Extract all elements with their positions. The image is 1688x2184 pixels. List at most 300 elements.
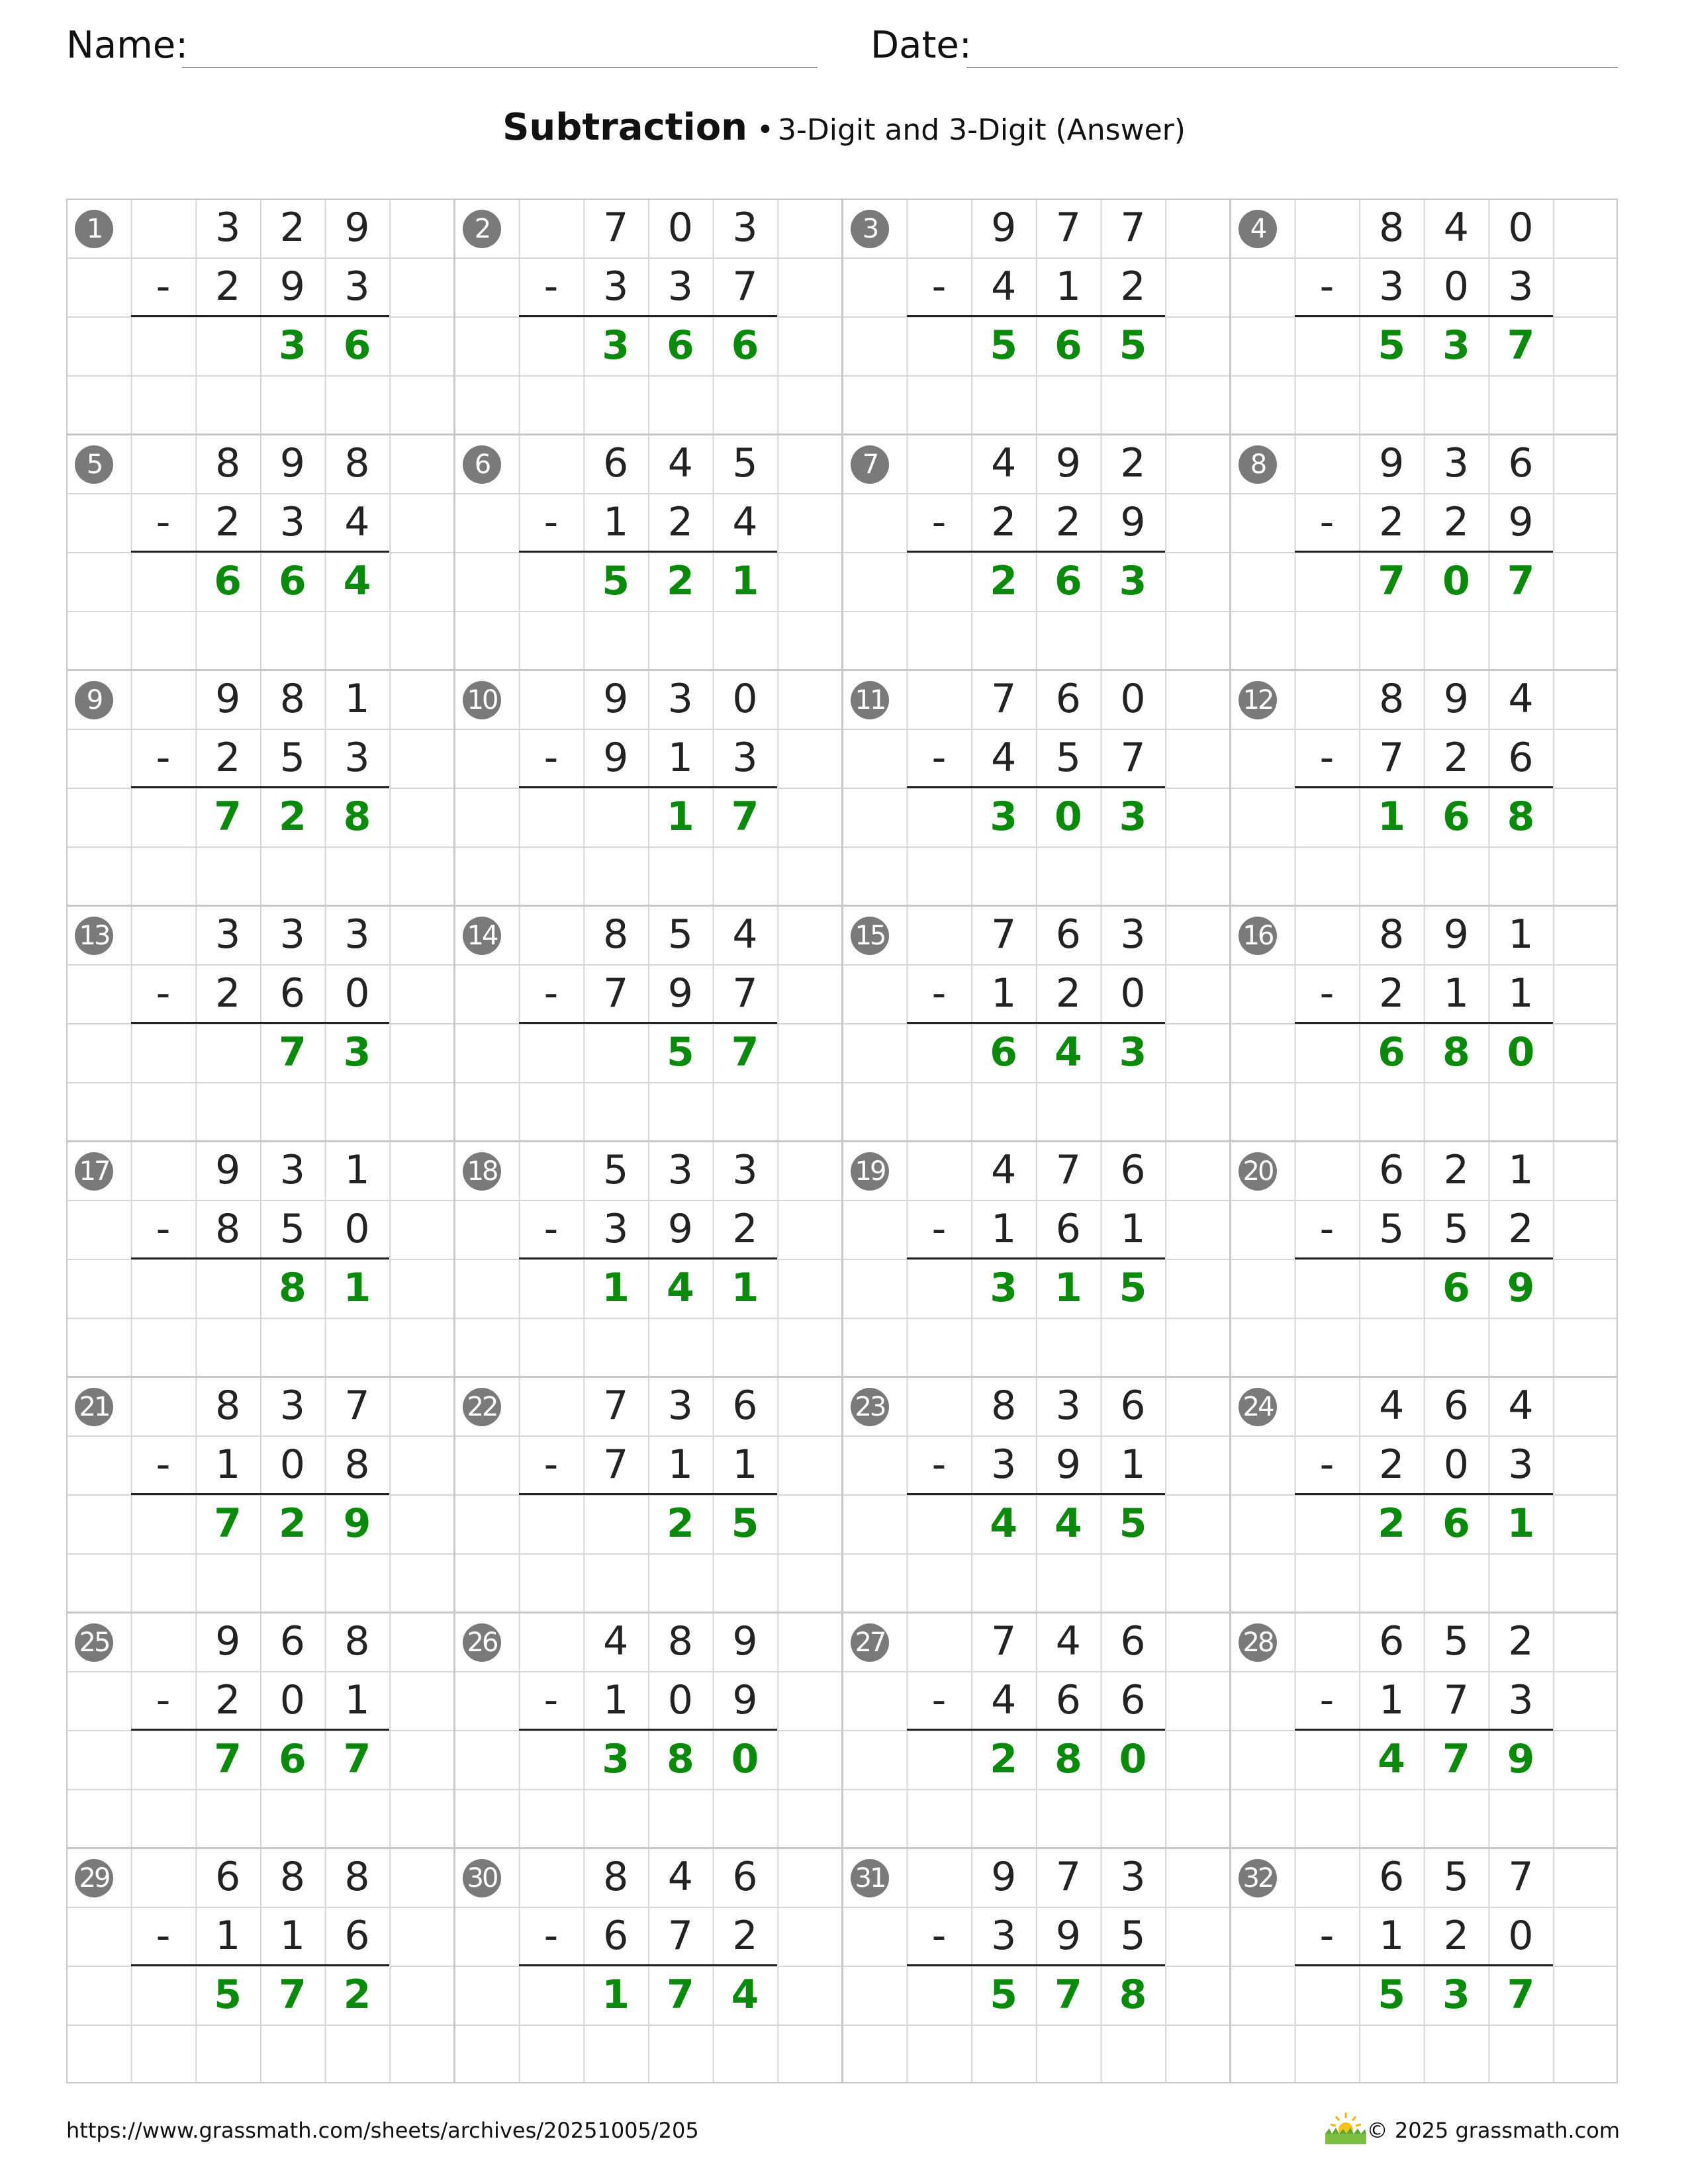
answer-digit: 1 xyxy=(602,1265,630,1311)
minuend-digit: 3 xyxy=(1120,1854,1146,1900)
subtrahend-digit: 1 xyxy=(215,1441,241,1488)
subtrahend-digit: 0 xyxy=(667,1677,693,1723)
answer-digit: 6 xyxy=(1378,1029,1406,1075)
minuend-digit: 9 xyxy=(732,1618,758,1664)
problem-number-badge: 6 xyxy=(463,445,501,484)
subtrahend-digit: 4 xyxy=(991,735,1017,781)
answer-digit: 7 xyxy=(1378,558,1406,604)
problem-29 xyxy=(66,1848,454,2083)
date-label: Date: xyxy=(870,24,972,67)
answer-digit: 6 xyxy=(1054,558,1082,604)
minuend-digit: 3 xyxy=(732,205,758,251)
minuend-digit: 7 xyxy=(603,205,629,251)
subtrahend-digit: 5 xyxy=(1120,1913,1146,1959)
minuend-digit: 7 xyxy=(1055,205,1081,251)
problem-19 xyxy=(842,1141,1230,1377)
answer-digit: 2 xyxy=(1378,1500,1406,1547)
minus-sign: - xyxy=(156,1206,171,1252)
subtrahend-digit: 3 xyxy=(667,263,693,310)
subtrahend-digit: 3 xyxy=(344,735,370,781)
answer-digit: 2 xyxy=(666,558,694,604)
answer-digit: 2 xyxy=(343,1972,371,2018)
answer-digit: 1 xyxy=(731,558,759,604)
minuend-digit: 2 xyxy=(1120,440,1146,486)
minuend-digit: 2 xyxy=(1443,1147,1469,1193)
subtrahend-digit: 9 xyxy=(1120,499,1146,545)
subtrahend-digit: 1 xyxy=(732,1441,758,1488)
problem-12 xyxy=(1230,670,1618,905)
subtrahend-digit: 3 xyxy=(344,263,370,310)
problem-number-badge: 16 xyxy=(1239,917,1277,955)
subtrahend-digit: 0 xyxy=(344,1206,370,1252)
minuend-digit: 7 xyxy=(1120,205,1146,251)
problem-1 xyxy=(66,199,454,434)
subtrahend-digit: 2 xyxy=(991,499,1017,545)
answer-digit: 3 xyxy=(1442,1972,1470,2018)
answer-digit: 6 xyxy=(1442,1265,1470,1311)
answer-digit: 3 xyxy=(1119,558,1147,604)
minuend-digit: 4 xyxy=(1443,205,1469,251)
minus-sign: - xyxy=(931,1206,947,1252)
subtrahend-digit: 2 xyxy=(1120,263,1146,310)
minuend-digit: 3 xyxy=(344,911,370,958)
answer-digit: 5 xyxy=(1119,1265,1147,1311)
minuend-digit: 3 xyxy=(279,1383,305,1429)
problem-30 xyxy=(454,1848,842,2083)
answer-digit: 7 xyxy=(666,1972,694,2018)
problem-number-badge: 13 xyxy=(75,917,113,955)
minuend-digit: 8 xyxy=(1379,676,1405,722)
minuend-digit: 5 xyxy=(1443,1618,1469,1664)
answer-digit: 3 xyxy=(278,322,306,369)
minuend-digit: 9 xyxy=(215,1147,241,1193)
subtrahend-digit: 6 xyxy=(279,970,305,1017)
minuend-digit: 1 xyxy=(1508,911,1534,958)
subtrahend-digit: 7 xyxy=(1379,735,1405,781)
subtrahend-digit: 2 xyxy=(1379,1441,1405,1488)
subtrahend-digit: 9 xyxy=(1055,1441,1081,1488)
answer-digit: 5 xyxy=(602,558,630,604)
answer-digit: 4 xyxy=(666,1265,694,1311)
answer-digit: 0 xyxy=(1054,794,1082,840)
minus-sign: - xyxy=(1319,499,1335,545)
answer-digit: 2 xyxy=(990,1736,1018,1782)
subtrahend-digit: 7 xyxy=(1443,1677,1469,1723)
subtrahend-digit: 5 xyxy=(279,735,305,781)
problem-32 xyxy=(1230,1848,1618,2083)
minuend-digit: 8 xyxy=(991,1383,1017,1429)
subtrahend-digit: 6 xyxy=(344,1913,370,1959)
minuend-digit: 4 xyxy=(603,1618,629,1664)
subtrahend-digit: 9 xyxy=(279,263,305,310)
problem-20 xyxy=(1230,1141,1618,1377)
minuend-digit: 9 xyxy=(1379,440,1405,486)
problem-number-badge: 28 xyxy=(1239,1623,1277,1662)
subtrahend-digit: 8 xyxy=(344,1441,370,1488)
answer-digit: 7 xyxy=(214,1500,242,1547)
problem-number-badge: 3 xyxy=(851,210,889,248)
minuend-digit: 9 xyxy=(1055,440,1081,486)
minuend-digit: 3 xyxy=(732,1147,758,1193)
answer-digit: 7 xyxy=(1054,1972,1082,2018)
minuend-digit: 7 xyxy=(991,1618,1017,1664)
subtrahend-digit: 1 xyxy=(1379,1677,1405,1723)
problem-number-badge: 1 xyxy=(75,210,113,248)
subtrahend-digit: 2 xyxy=(1443,735,1469,781)
subtrahend-digit: 5 xyxy=(1443,1206,1469,1252)
minuend-digit: 1 xyxy=(344,1147,370,1193)
minuend-digit: 6 xyxy=(1379,1618,1405,1664)
problem-22 xyxy=(454,1377,842,1612)
minuend-digit: 7 xyxy=(1055,1854,1081,1900)
answer-digit: 1 xyxy=(1378,794,1406,840)
subtrahend-digit: 2 xyxy=(1508,1206,1534,1252)
minus-sign: - xyxy=(543,1441,559,1488)
subtrahend-digit: 1 xyxy=(667,1441,693,1488)
subtrahend-digit: 2 xyxy=(1055,499,1081,545)
subtrahend-digit: 0 xyxy=(1443,1441,1469,1488)
answer-digit: 9 xyxy=(1507,1736,1535,1782)
minuend-digit: 8 xyxy=(279,1854,305,1900)
minus-sign: - xyxy=(931,1913,947,1959)
answer-digit: 6 xyxy=(731,322,759,369)
answer-digit: 7 xyxy=(214,794,242,840)
subtrahend-digit: 6 xyxy=(1055,1677,1081,1723)
minuend-digit: 3 xyxy=(667,1147,693,1193)
subtrahend-digit: 7 xyxy=(1120,735,1146,781)
problem-2 xyxy=(454,199,842,434)
minuend-digit: 9 xyxy=(215,1618,241,1664)
problem-number-badge: 31 xyxy=(851,1859,889,1897)
answer-digit: 8 xyxy=(1119,1972,1147,2018)
problem-number-badge: 29 xyxy=(75,1859,113,1897)
answer-digit: 1 xyxy=(343,1265,371,1311)
minuend-digit: 5 xyxy=(603,1147,629,1193)
minuend-digit: 4 xyxy=(1508,676,1534,722)
answer-digit: 6 xyxy=(1442,1500,1470,1547)
subtrahend-digit: 2 xyxy=(1055,970,1081,1017)
name-line[interactable] xyxy=(182,67,818,68)
minus-sign: - xyxy=(931,970,947,1017)
minus-sign: - xyxy=(931,1441,947,1488)
minuend-digit: 4 xyxy=(667,440,693,486)
answer-digit: 5 xyxy=(1119,1500,1147,1547)
answer-digit: 3 xyxy=(343,1029,371,1075)
problem-number-badge: 15 xyxy=(851,917,889,955)
minus-sign: - xyxy=(156,1913,171,1959)
subtrahend-digit: 8 xyxy=(215,1206,241,1252)
footer-copyright: © 2025 grassmath.com xyxy=(1366,2118,1620,2143)
minuend-digit: 3 xyxy=(1055,1383,1081,1429)
subtrahend-digit: 0 xyxy=(279,1677,305,1723)
minus-sign: - xyxy=(543,735,559,781)
minus-sign: - xyxy=(156,735,171,781)
subtrahend-digit: 3 xyxy=(991,1913,1017,1959)
problem-16 xyxy=(1230,905,1618,1141)
minuend-digit: 8 xyxy=(344,1854,370,1900)
answer-digit: 1 xyxy=(1507,1500,1535,1547)
subtrahend-digit: 1 xyxy=(603,499,629,545)
answer-digit: 6 xyxy=(343,322,371,369)
answer-digit: 6 xyxy=(278,1736,306,1782)
answer-digit: 2 xyxy=(990,558,1018,604)
minuend-digit: 9 xyxy=(603,676,629,722)
answer-digit: 6 xyxy=(666,322,694,369)
subtrahend-digit: 2 xyxy=(215,1677,241,1723)
subtrahend-digit: 0 xyxy=(1443,263,1469,310)
problem-14 xyxy=(454,905,842,1141)
problem-number-badge: 19 xyxy=(851,1152,889,1191)
minuend-digit: 0 xyxy=(732,676,758,722)
answer-digit: 7 xyxy=(214,1736,242,1782)
answer-digit: 9 xyxy=(343,1500,371,1547)
problem-number-badge: 27 xyxy=(851,1623,889,1662)
footer-url[interactable]: https://www.grassmath.com/sheets/archives/20251005/205 xyxy=(66,2118,699,2143)
minus-sign: - xyxy=(543,499,559,545)
minuend-digit: 6 xyxy=(215,1854,241,1900)
answer-digit: 7 xyxy=(1507,558,1535,604)
answer-digit: 7 xyxy=(278,1029,306,1075)
minuend-digit: 8 xyxy=(344,440,370,486)
answer-digit: 7 xyxy=(1442,1736,1470,1782)
answer-digit: 7 xyxy=(343,1736,371,1782)
problem-number-badge: 30 xyxy=(463,1859,501,1897)
answer-digit: 7 xyxy=(1507,1972,1535,2018)
problem-number-badge: 5 xyxy=(75,445,113,484)
problem-number-badge: 10 xyxy=(463,681,501,719)
title-bullet: • xyxy=(757,113,774,147)
minuend-digit: 9 xyxy=(991,205,1017,251)
problem-number-badge: 2 xyxy=(463,210,501,248)
minuend-digit: 0 xyxy=(1508,205,1534,251)
subtrahend-digit: 2 xyxy=(732,1206,758,1252)
subtrahend-digit: 1 xyxy=(279,1913,305,1959)
subtrahend-digit: 1 xyxy=(344,1677,370,1723)
subtrahend-digit: 2 xyxy=(1379,970,1405,1017)
subtrahend-digit: 2 xyxy=(1443,499,1469,545)
answer-digit: 5 xyxy=(1378,322,1406,369)
answer-digit: 4 xyxy=(1054,1029,1082,1075)
problem-number-badge: 9 xyxy=(75,681,113,719)
answer-digit: 8 xyxy=(343,794,371,840)
minuend-digit: 6 xyxy=(1055,676,1081,722)
answer-digit: 2 xyxy=(278,1500,306,1547)
subtrahend-digit: 0 xyxy=(1508,1913,1534,1959)
subtrahend-digit: 5 xyxy=(1379,1206,1405,1252)
subtrahend-digit: 1 xyxy=(1120,1206,1146,1252)
subtrahend-digit: 9 xyxy=(1055,1913,1081,1959)
answer-digit: 1 xyxy=(1054,1265,1082,1311)
minuend-digit: 4 xyxy=(1508,1383,1534,1429)
problem-number-badge: 11 xyxy=(851,681,889,719)
answer-digit: 1 xyxy=(602,1972,630,2018)
subtrahend-digit: 1 xyxy=(991,1206,1017,1252)
problem-number-badge: 22 xyxy=(463,1388,501,1426)
minuend-digit: 9 xyxy=(215,676,241,722)
subtrahend-digit: 7 xyxy=(603,1441,629,1488)
minuend-digit: 6 xyxy=(1379,1147,1405,1193)
answer-digit: 0 xyxy=(1507,1029,1535,1075)
minuend-digit: 9 xyxy=(1443,911,1469,958)
subtrahend-digit: 0 xyxy=(344,970,370,1017)
subtrahend-digit: 2 xyxy=(215,970,241,1017)
subtrahend-digit: 6 xyxy=(603,1913,629,1959)
minuend-digit: 0 xyxy=(1120,676,1146,722)
minuend-digit: 3 xyxy=(1120,911,1146,958)
answer-digit: 5 xyxy=(990,322,1018,369)
answer-digit: 6 xyxy=(990,1029,1018,1075)
problem-number-badge: 14 xyxy=(463,917,501,955)
subtrahend-digit: 2 xyxy=(215,499,241,545)
minuend-digit: 4 xyxy=(732,911,758,958)
minuend-digit: 7 xyxy=(1508,1854,1534,1900)
minuend-digit: 5 xyxy=(667,911,693,958)
answer-digit: 5 xyxy=(731,1500,759,1547)
answer-digit: 5 xyxy=(666,1029,694,1075)
date-line[interactable] xyxy=(966,67,1618,68)
problem-27 xyxy=(842,1612,1230,1848)
minus-sign: - xyxy=(543,1677,559,1723)
problem-31 xyxy=(842,1848,1230,2083)
minuend-digit: 0 xyxy=(667,205,693,251)
minuend-digit: 8 xyxy=(215,1383,241,1429)
minuend-digit: 6 xyxy=(603,440,629,486)
minuend-digit: 9 xyxy=(991,1854,1017,1900)
minuend-digit: 6 xyxy=(1055,911,1081,958)
subtrahend-digit: 0 xyxy=(1120,970,1146,1017)
answer-digit: 4 xyxy=(1054,1500,1082,1547)
minuend-digit: 4 xyxy=(991,1147,1017,1193)
minus-sign: - xyxy=(543,1913,559,1959)
minuend-digit: 6 xyxy=(1508,440,1534,486)
problem-4 xyxy=(1230,199,1618,434)
problem-number-badge: 26 xyxy=(463,1623,501,1662)
problem-number-badge: 7 xyxy=(851,445,889,484)
problem-21 xyxy=(66,1377,454,1612)
subtrahend-digit: 0 xyxy=(279,1441,305,1488)
minus-sign: - xyxy=(156,1677,171,1723)
answer-digit: 1 xyxy=(666,794,694,840)
minuend-digit: 5 xyxy=(732,440,758,486)
minus-sign: - xyxy=(543,263,559,310)
problem-8 xyxy=(1230,434,1618,670)
minus-sign: - xyxy=(156,263,171,310)
title-subtitle: 3-Digit and 3-Digit (Answer) xyxy=(778,113,1186,147)
answer-digit: 1 xyxy=(731,1265,759,1311)
answer-digit: 0 xyxy=(1119,1736,1147,1782)
subtrahend-digit: 4 xyxy=(344,499,370,545)
answer-digit: 7 xyxy=(731,794,759,840)
answer-digit: 5 xyxy=(1378,1972,1406,2018)
problem-10 xyxy=(454,670,842,905)
subtrahend-digit: 3 xyxy=(1508,263,1534,310)
minuend-digit: 3 xyxy=(667,676,693,722)
minuend-digit: 8 xyxy=(1379,205,1405,251)
answer-digit: 4 xyxy=(990,1500,1018,1547)
answer-digit: 6 xyxy=(278,558,306,604)
minuend-digit: 9 xyxy=(344,205,370,251)
answer-digit: 8 xyxy=(1442,1029,1470,1075)
subtrahend-digit: 9 xyxy=(1508,499,1534,545)
minuend-digit: 6 xyxy=(732,1383,758,1429)
problem-24 xyxy=(1230,1377,1618,1612)
problem-9 xyxy=(66,670,454,905)
subtrahend-digit: 2 xyxy=(1443,1913,1469,1959)
minus-sign: - xyxy=(156,499,171,545)
problem-number-badge: 18 xyxy=(463,1152,501,1191)
answer-digit: 0 xyxy=(1442,558,1470,604)
subtrahend-digit: 4 xyxy=(991,263,1017,310)
minuend-digit: 8 xyxy=(279,676,305,722)
subtrahend-digit: 3 xyxy=(991,1441,1017,1488)
problem-number-badge: 21 xyxy=(75,1388,113,1426)
minuend-digit: 8 xyxy=(1379,911,1405,958)
minus-sign: - xyxy=(931,735,947,781)
subtrahend-digit: 9 xyxy=(603,735,629,781)
minuend-digit: 8 xyxy=(215,440,241,486)
problem-number-badge: 24 xyxy=(1239,1388,1277,1426)
minuend-digit: 1 xyxy=(1508,1147,1534,1193)
problem-number-badge: 23 xyxy=(851,1388,889,1426)
minus-sign: - xyxy=(1319,970,1335,1017)
minuend-digit: 3 xyxy=(215,205,241,251)
subtrahend-digit: 2 xyxy=(215,263,241,310)
minus-sign: - xyxy=(156,970,171,1017)
answer-digit: 7 xyxy=(731,1029,759,1075)
answer-digit: 7 xyxy=(1507,322,1535,369)
subtrahend-digit: 3 xyxy=(1508,1677,1534,1723)
subtrahend-digit: 1 xyxy=(215,1913,241,1959)
answer-digit: 8 xyxy=(1054,1736,1082,1782)
answer-digit: 6 xyxy=(1442,794,1470,840)
answer-digit: 9 xyxy=(1507,1265,1535,1311)
minuend-digit: 8 xyxy=(603,911,629,958)
minuend-digit: 8 xyxy=(667,1618,693,1664)
problem-number-badge: 4 xyxy=(1239,210,1277,248)
subtrahend-digit: 3 xyxy=(603,1206,629,1252)
minuend-digit: 7 xyxy=(991,911,1017,958)
subtrahend-digit: 6 xyxy=(1055,1206,1081,1252)
minuend-digit: 9 xyxy=(1443,676,1469,722)
answer-digit: 4 xyxy=(343,558,371,604)
name-label: Name: xyxy=(66,24,189,67)
page-title xyxy=(0,106,1688,149)
problem-25 xyxy=(66,1612,454,1848)
subtrahend-digit: 4 xyxy=(991,1677,1017,1723)
subtrahend-digit: 5 xyxy=(279,1206,305,1252)
problem-number-badge: 17 xyxy=(75,1152,113,1191)
minuend-digit: 4 xyxy=(991,440,1017,486)
minus-sign: - xyxy=(1319,735,1335,781)
subtrahend-digit: 2 xyxy=(667,499,693,545)
subtrahend-digit: 5 xyxy=(1055,735,1081,781)
subtrahend-digit: 6 xyxy=(1508,735,1534,781)
subtrahend-digit: 1 xyxy=(603,1677,629,1723)
minuend-digit: 6 xyxy=(279,1618,305,1664)
subtrahend-digit: 2 xyxy=(1379,499,1405,545)
answer-digit: 5 xyxy=(990,1972,1018,2018)
answer-digit: 4 xyxy=(731,1972,759,2018)
minus-sign: - xyxy=(931,1677,947,1723)
minus-sign: - xyxy=(931,263,947,310)
minuend-digit: 1 xyxy=(344,676,370,722)
answer-digit: 3 xyxy=(602,322,630,369)
answer-digit: 8 xyxy=(278,1265,306,1311)
minus-sign: - xyxy=(931,499,947,545)
minus-sign: - xyxy=(543,970,559,1017)
answer-digit: 8 xyxy=(666,1736,694,1782)
minuend-digit: 6 xyxy=(1120,1383,1146,1429)
